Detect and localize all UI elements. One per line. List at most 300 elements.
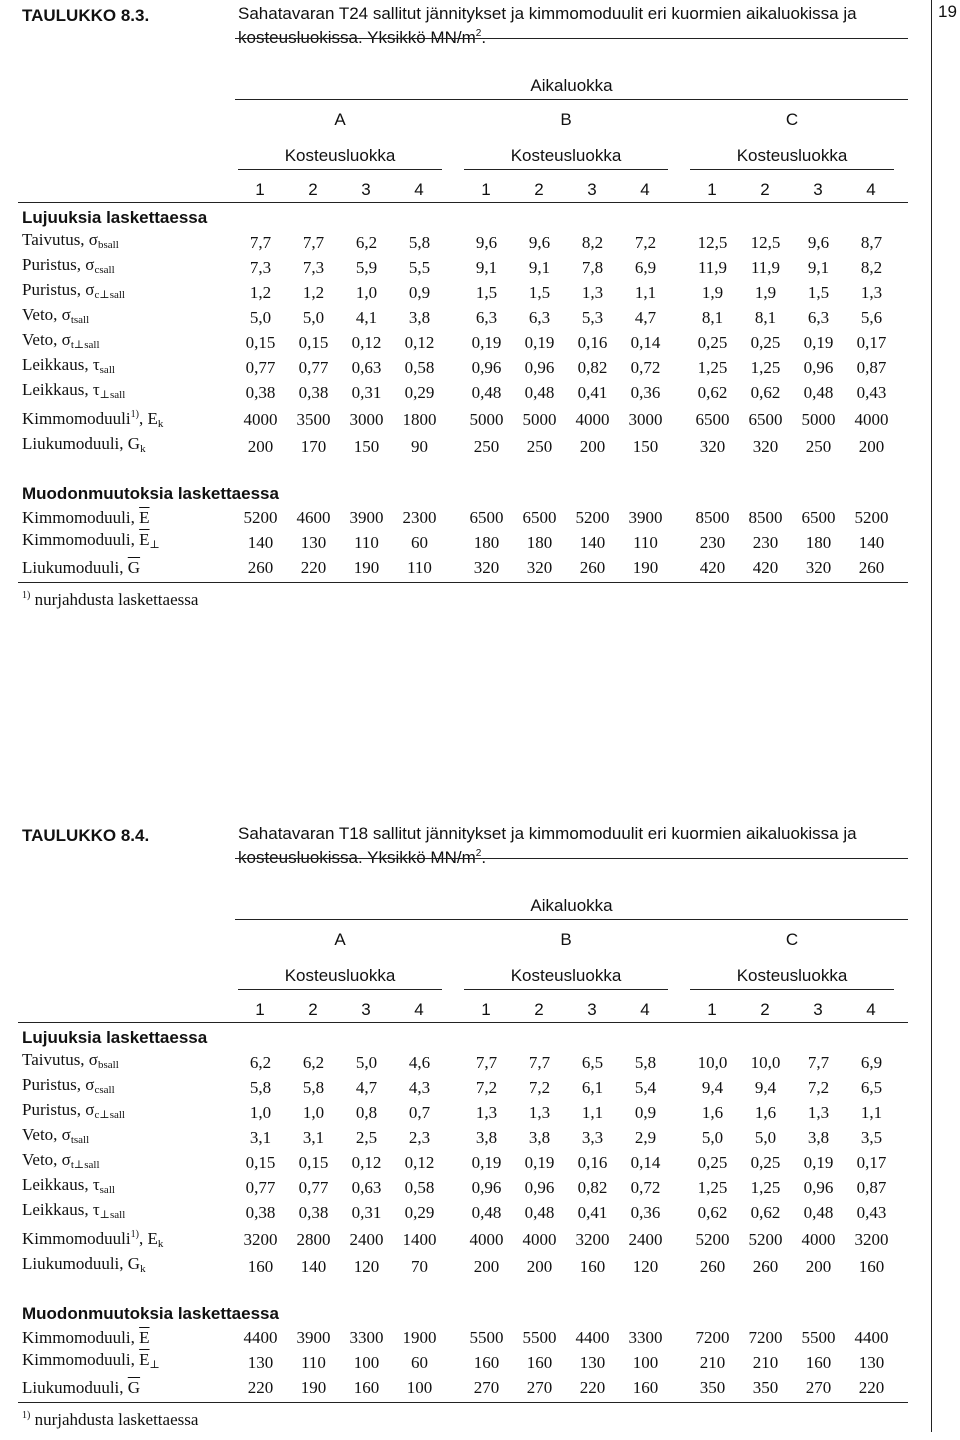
row-label-subscript: c⊥sall [94,1109,125,1121]
kosteusluokka-header-B: Kosteusluokka [510,966,622,985]
cell-value: 5000 [469,409,504,429]
cell-value: 1,25 [750,357,781,377]
cell-value: 160 [858,1256,885,1276]
row-label [18,330,234,355]
cell-value: 4600 [296,507,331,527]
cell-value: 160 [526,1352,553,1372]
kosteusluokka-rule-C [690,989,894,990]
cell-value: 0,41 [577,1202,608,1222]
cell-value: 0,62 [697,1202,728,1222]
column-number: 1 [481,180,491,199]
cell-value: 230 [752,532,779,552]
cell-value: 3200 [854,1229,889,1249]
cell-value: 12,5 [750,232,781,252]
kosteusluokka-header-A: Kosteusluokka [284,146,396,165]
cell-value: 320 [805,557,832,577]
class-letter-B: B [560,930,572,949]
cell-value: 100 [353,1352,380,1372]
cell-value: 3,5 [860,1127,883,1147]
cell-value: 0,58 [404,357,435,377]
row-label [18,434,234,459]
cell-value: 0,19 [524,332,555,352]
cell-value: 0,15 [298,1152,329,1172]
column-number: 2 [760,1000,770,1019]
cell-value: 7,8 [581,257,604,277]
cell-value: 8,2 [581,232,604,252]
strength-row [18,1200,898,1225]
strength-row [18,1050,898,1075]
row-label-superscript: 1) [130,1229,139,1240]
table-caption [238,824,918,868]
column-number: 2 [760,180,770,199]
column-number: 4 [866,1000,876,1019]
cell-value: 6,9 [634,257,657,277]
cell-value: 7,3 [249,257,272,277]
cell-value: 7,7 [528,1052,551,1072]
column-gap [672,530,686,555]
column-gap [446,380,460,405]
row-label-subscript: bsall [97,1059,119,1071]
cell-value: 1,5 [475,282,498,302]
group-row [18,1279,898,1325]
cell-value: 0,31 [351,382,382,402]
cell-value: 70 [411,1256,428,1276]
cell-value: 0,17 [856,332,887,352]
cell-value: 0,9 [408,282,431,302]
cell-value: 4000 [469,1229,504,1249]
aikaluokka-header: Aikaluokka [530,896,613,915]
cell-value: 3300 [349,1327,384,1347]
strength-row [18,1075,898,1100]
row-label-overline: $\overline{G}$ [127,557,141,577]
cell-value: 0,9 [634,1102,657,1122]
table-rule-bottom [18,582,908,583]
column-gap [446,1225,460,1254]
row-label-overline: $\overline{E}$ [139,507,150,527]
cell-value: 4000 [522,1229,557,1249]
cell-value: 0,38 [298,1202,329,1222]
header-rule-aikaluokka [235,99,908,100]
cell-value: 220 [300,557,327,577]
cell-value: 0,96 [803,357,834,377]
cell-value: 0,48 [524,382,555,402]
cell-value: 5500 [469,1327,504,1347]
column-gap [446,434,460,459]
caption-line-2: kosteusluokissa. Yksikkö MN/m [238,848,476,867]
cell-value: 0,62 [697,382,728,402]
caption-superscript: 2 [475,848,482,859]
cell-value: 1,3 [475,1102,498,1122]
column-number: 2 [308,180,318,199]
header-rule-bottom [18,1022,908,1023]
cell-value: 6500 [695,409,730,429]
cell-value: 5,0 [355,1052,378,1072]
cell-value: 9,1 [807,257,830,277]
cell-value: 3500 [296,409,331,429]
cell-value: 3,8 [475,1127,498,1147]
cell-value: 0,14 [630,332,661,352]
footnote-marker: 1) [22,1410,31,1421]
column-gap [446,255,460,280]
cell-value: 6,2 [355,232,378,252]
cell-value: 8,1 [701,307,724,327]
cell-value: 1400 [402,1229,437,1249]
cell-value: 1,25 [697,1177,728,1197]
column-gap [446,1350,460,1375]
cell-value: 4,1 [355,307,378,327]
cell-value: 0,12 [404,332,435,352]
cell-value: 0,19 [803,1152,834,1172]
row-label-name: Puristus, σ [22,255,95,274]
row-label-tail: ⊥ [149,1359,160,1371]
cell-value: 250 [473,436,500,456]
cell-value: 0,96 [803,1177,834,1197]
column-number: 4 [414,180,424,199]
column-gap [446,1200,460,1225]
cell-value: 120 [353,1256,380,1276]
cell-value: 0,12 [351,332,382,352]
cell-value: 120 [632,1256,659,1276]
cell-value: 1,6 [754,1102,777,1122]
cell-value: 180 [805,532,832,552]
row-label-overline: $\overline{E}$ [139,1350,150,1369]
cell-value: 9,4 [754,1077,777,1097]
column-number: 4 [640,180,650,199]
cell-value: 5,3 [581,307,604,327]
cell-value: 6500 [469,507,504,527]
column-gap [446,330,460,355]
cell-value: 7200 [695,1327,730,1347]
row-label-name: Leikkaus, τ [22,1200,100,1219]
row-label [18,1375,234,1400]
table-caption [238,4,918,48]
column-gap [672,305,686,330]
header-rule-top [235,858,908,859]
page-margin-rule [931,0,960,1432]
column-number: 1 [707,1000,717,1019]
strength-row [18,1125,898,1150]
column-gap [446,1375,460,1400]
cell-value: 10,0 [697,1052,728,1072]
cell-value: 60 [411,532,428,552]
row-label-name: Kimmomoduuli, [22,1327,140,1347]
cell-value: 6,3 [475,307,498,327]
row-label-tail: ⊥ [149,539,160,551]
cell-value: 0,72 [630,1177,661,1197]
cell-value: 5,8 [408,232,431,252]
cell-value: 5,8 [249,1077,272,1097]
cell-value: 180 [473,532,500,552]
cell-value: 6,5 [581,1052,604,1072]
cell-value: 7,7 [807,1052,830,1072]
cell-value: 1,3 [860,282,883,302]
column-gap [672,434,686,459]
caption-superscript: 2 [475,28,482,39]
cell-value: 5500 [522,1327,557,1347]
table-section-1 [0,0,931,620]
cell-value: 4000 [854,409,889,429]
cell-value: 0,25 [750,1152,781,1172]
cell-value: 130 [858,1352,885,1372]
column-gap [446,230,460,255]
column-gap [446,555,460,580]
cell-value: 260 [858,557,885,577]
cell-value: 7,2 [634,232,657,252]
cell-value: 0,48 [471,1202,502,1222]
cell-value: 5,8 [302,1077,325,1097]
cell-value: 0,87 [856,1177,887,1197]
cell-value: 9,6 [475,232,498,252]
row-label-subscript: ⊥sall [99,389,126,401]
column-number: 4 [414,1000,424,1019]
cell-value: 200 [579,436,606,456]
cell-value: 140 [300,1256,327,1276]
row-label-superscript: 1) [130,409,139,420]
cell-value: 0,31 [351,1202,382,1222]
cell-value: 0,25 [697,332,728,352]
table-rule-bottom [18,1402,908,1403]
cell-value: 1,5 [528,282,551,302]
cell-value: 0,12 [404,1152,435,1172]
cell-value: 0,82 [577,357,608,377]
kosteusluokka-header-B: Kosteusluokka [510,146,622,165]
column-gap [672,380,686,405]
cell-value: 3300 [628,1327,663,1347]
cell-value: 0,43 [856,1202,887,1222]
cell-value: 200 [858,436,885,456]
cell-value: 270 [526,1377,553,1397]
group-heading: Lujuuksia laskettaessa [22,1027,208,1047]
cell-value: 5,6 [860,307,883,327]
row-label-name: Leikkaus, τ [22,380,100,399]
cell-value: 210 [752,1352,779,1372]
row-label [18,1200,234,1225]
cell-value: 9,6 [807,232,830,252]
class-letter-C: C [785,110,799,129]
cell-value: 7,7 [302,232,325,252]
cell-value: 130 [579,1352,606,1372]
cell-value: 4400 [243,1327,278,1347]
cell-value: 6,9 [860,1052,883,1072]
column-gap [446,1100,460,1125]
cell-value: 0,36 [630,382,661,402]
cell-value: 100 [632,1352,659,1372]
row-label [18,255,234,280]
cell-value: 60 [411,1352,428,1372]
cell-value: 4400 [854,1327,889,1347]
cell-value: 6,2 [302,1052,325,1072]
cell-value: 140 [247,532,274,552]
cell-value: 0,17 [856,1152,887,1172]
strength-row [18,1175,898,1200]
row-label [18,1350,234,1375]
footnote [22,1410,198,1430]
cell-value: 0,48 [803,382,834,402]
row-label-name: Kimmomoduuli [22,409,131,428]
cell-value: 3200 [575,1229,610,1249]
table-label: TAULUKKO 8.4. [22,826,150,845]
row-label [18,230,234,255]
cell-value: 8,7 [860,232,883,252]
row-label [18,355,234,380]
cell-value: 160 [805,1352,832,1372]
column-gap [446,1125,460,1150]
caption-end: . [481,28,487,47]
cell-value: 0,96 [524,1177,555,1197]
strength-row [18,380,898,405]
row-label [18,530,234,555]
cell-value: 0,15 [245,1152,276,1172]
row-label-overline: $\overline{G}$ [127,1377,141,1397]
cell-value: 0,96 [524,357,555,377]
cell-value: 8,1 [754,307,777,327]
cell-value: 0,62 [750,382,781,402]
kosteusluokka-rule-C [690,169,894,170]
cell-value: 3,1 [249,1127,272,1147]
row-label-name: Puristus, σ [22,1075,95,1094]
cell-value: 0,43 [856,382,887,402]
row-label-name: Veto, σ [22,330,71,349]
cell-value: 0,63 [351,357,382,377]
cell-value: 2300 [402,507,437,527]
cell-value: 0,19 [471,1152,502,1172]
row-label-name: Leikkaus, τ [22,1175,100,1194]
caption-line-2: kosteusluokissa. Yksikkö MN/m [238,28,476,47]
cell-value: 5200 [854,507,889,527]
cell-value: 0,41 [577,382,608,402]
cell-value: 100 [406,1377,433,1397]
row-label-name: Liukumoduuli, G [22,1254,141,1273]
row-label-name: Taivutus, σ [22,230,98,249]
cell-value: 220 [579,1377,606,1397]
page-number: 19 [938,2,957,21]
deformation-row [18,555,898,580]
cell-value: 1900 [402,1327,437,1347]
cell-value: 6,1 [581,1077,604,1097]
class-letter-A: A [334,110,346,129]
cell-value: 1,9 [754,282,777,302]
cell-value: 160 [473,1352,500,1372]
cell-value: 0,19 [524,1152,555,1172]
cell-value: 4000 [801,1229,836,1249]
cell-value: 1,1 [581,1102,604,1122]
row-label-name: Veto, σ [22,305,71,324]
row-label-overline: $\overline{E}$ [139,1327,150,1347]
group-row [18,205,898,230]
deformation-row [18,1375,898,1400]
row-label-name: Kimmomoduuli [22,1229,131,1248]
column-gap [446,1150,460,1175]
cell-value: 7,2 [475,1077,498,1097]
kosteusluokka-rule-A [238,989,442,990]
cell-value: 190 [353,557,380,577]
column-gap [446,1050,460,1075]
column-number: 1 [255,1000,265,1019]
column-gap [672,280,686,305]
values-table [18,1025,898,1400]
cell-value: 0,38 [298,382,329,402]
column-number: 3 [361,180,371,199]
cell-value: 1,0 [302,1102,325,1122]
cell-value: 7,3 [302,257,325,277]
cell-value: 420 [752,557,779,577]
cell-value: 0,48 [803,1202,834,1222]
cell-value: 3900 [349,507,384,527]
caption-line-1: Sahatavaran T18 sallitut jännitykset ja kimmomoduulit eri kuormien aikaluokissa ja [238,824,857,843]
row-label-subscript: csall [94,264,115,276]
cell-value: 200 [473,1256,500,1276]
row-label [18,1175,234,1200]
strength-row [18,1225,898,1254]
column-gap [672,255,686,280]
column-gap [672,1200,686,1225]
cell-value: 3,3 [581,1127,604,1147]
cell-value: 110 [407,557,432,577]
strength-row [18,1254,898,1279]
deformation-row [18,505,898,530]
cell-value: 160 [632,1377,659,1397]
row-label [18,1050,234,1075]
cell-value: 160 [247,1256,274,1276]
header-rule-bottom [18,202,908,203]
cell-value: 2,5 [355,1127,378,1147]
cell-value: 200 [526,1256,553,1276]
deformation-row [18,530,898,555]
row-label-subscript: k [157,418,164,430]
row-label-name-2: , E [138,1229,158,1248]
column-gap [446,530,460,555]
cell-value: 9,1 [475,257,498,277]
cell-value: 140 [858,532,885,552]
cell-value: 260 [247,557,274,577]
cell-value: 6,3 [807,307,830,327]
cell-value: 4,7 [634,307,657,327]
row-label-subscript: k [157,1238,164,1250]
row-label [18,405,234,434]
caption-line-1: Sahatavaran T24 sallitut jännitykset ja kimmomoduulit eri kuormien aikaluokissa ja [238,4,857,23]
cell-value: 0,77 [245,357,276,377]
column-number: 3 [587,1000,597,1019]
cell-value: 0,62 [750,1202,781,1222]
cell-value: 320 [526,557,553,577]
row-label-subscript: tsall [70,314,90,326]
cell-value: 4,3 [408,1077,431,1097]
column-gap [446,1254,460,1279]
strength-row [18,330,898,355]
row-label-name-2: , E [138,409,158,428]
row-label-name: Kimmomoduuli, [22,1350,140,1369]
cell-value: 7,7 [475,1052,498,1072]
cell-value: 2,3 [408,1127,431,1147]
footnote-marker: 1) [22,590,31,601]
cell-value: 4400 [575,1327,610,1347]
column-number: 2 [308,1000,318,1019]
cell-value: 4000 [575,409,610,429]
row-label [18,1254,234,1279]
column-gap [672,1375,686,1400]
strength-row [18,405,898,434]
column-number: 4 [866,180,876,199]
column-gap [446,305,460,330]
cell-value: 9,1 [528,257,551,277]
cell-value: 220 [247,1377,274,1397]
column-gap [446,280,460,305]
cell-value: 3200 [243,1229,278,1249]
cell-value: 10,0 [750,1052,781,1072]
cell-value: 1800 [402,409,437,429]
cell-value: 1,3 [581,282,604,302]
group-row [18,459,898,505]
